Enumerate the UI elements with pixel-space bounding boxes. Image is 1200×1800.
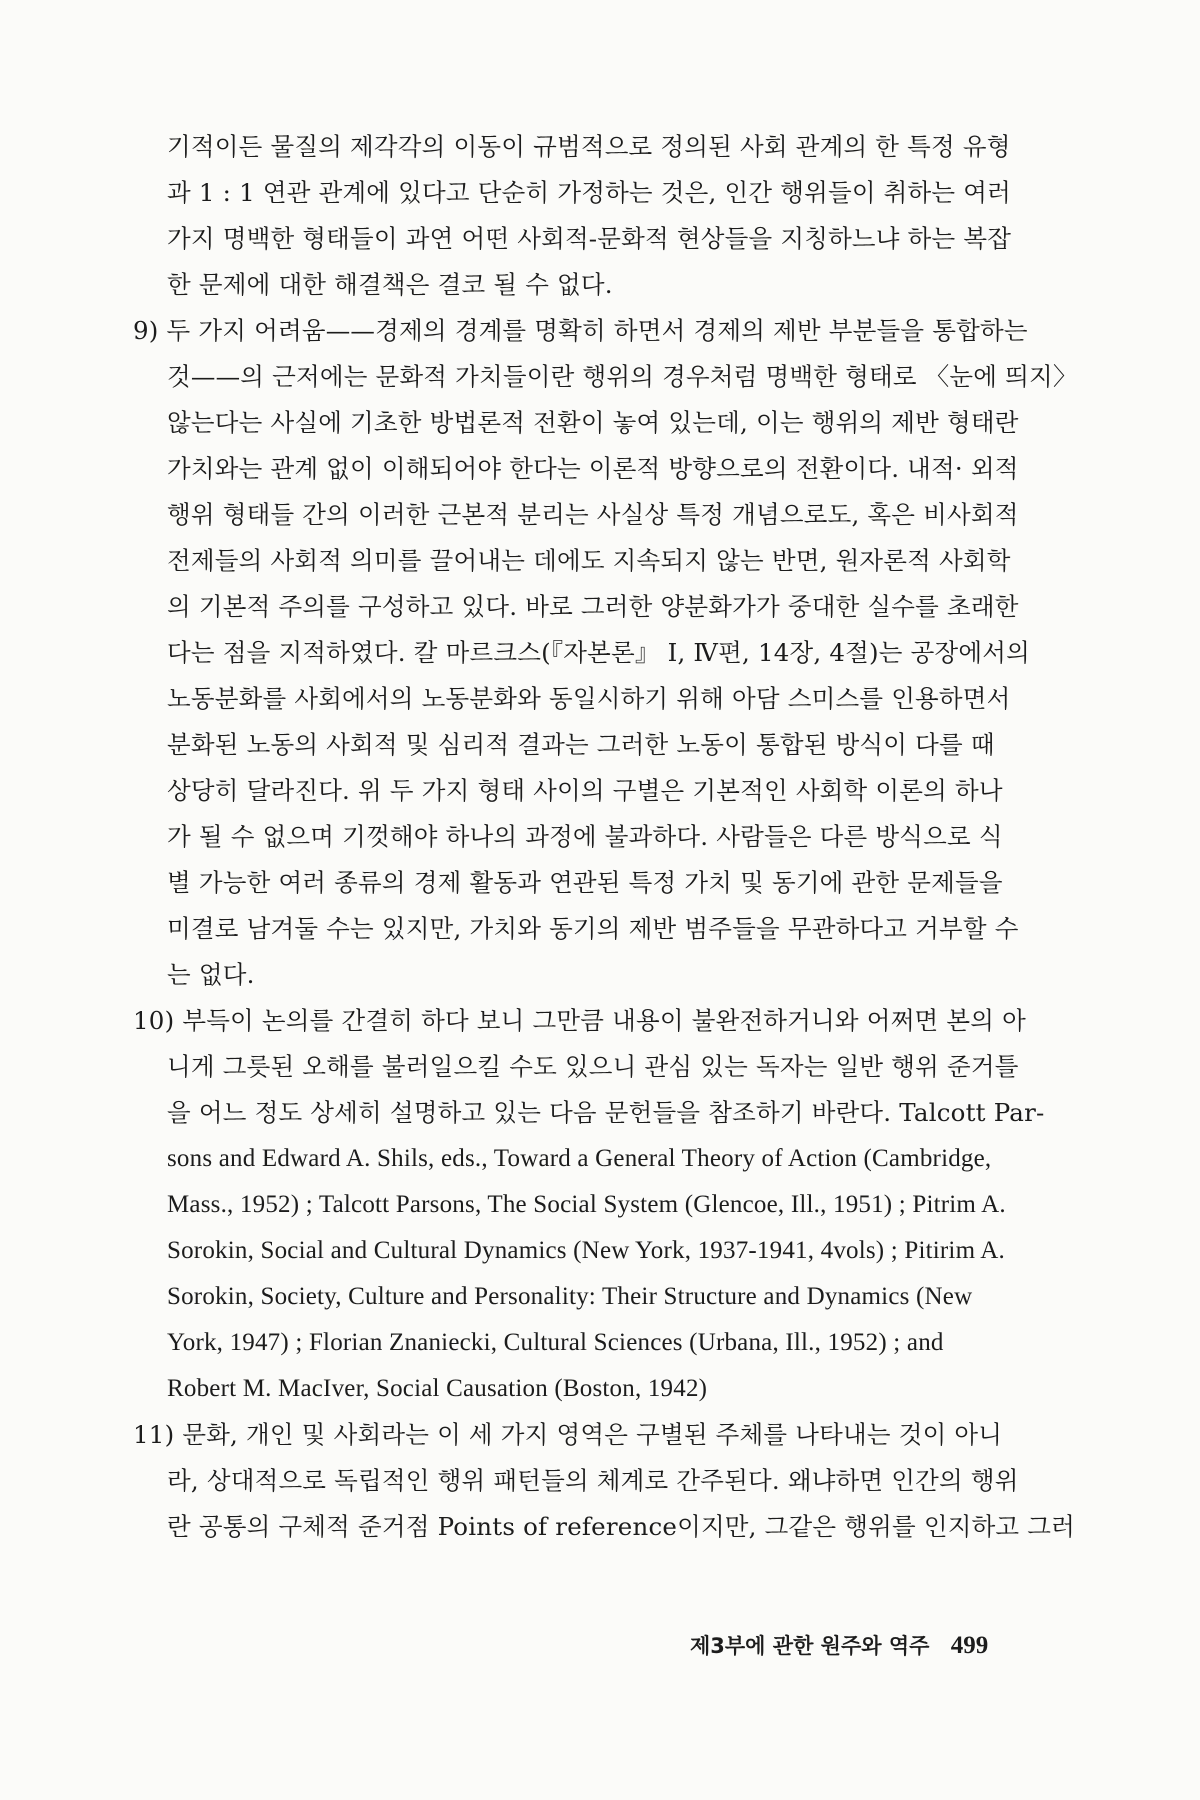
text-line: 전제들의 사회적 의미를 끌어내는 데에도 지속되지 않는 반면, 원자론적 사회학 (167, 546, 1011, 575)
text-line: 행위 형태들 간의 이러한 근본적 분리는 사실상 특정 개념으로도, 혹은 비사회적 (167, 500, 1019, 529)
text-line: 니게 그릇된 오해를 불러일으킬 수도 있으니 관심 있는 독자는 일반 행위 준거틀 (167, 1052, 1019, 1081)
text-line: 미결로 남겨둘 수는 있지만, 가치와 동기의 제반 범주들을 무관하다고 거부할 수 (167, 914, 1019, 943)
note-10-start: 10) 부득이 논의를 간결히 하다 보니 그만큼 내용이 불완전하거니와 어쩌면 본의 아 (133, 1006, 1026, 1035)
text-line: 가지 명백한 형태들이 과연 어떤 사회적-문화적 현상들을 지칭하느냐 하는 복잡 (167, 224, 1012, 253)
text-line: 별 가능한 여러 종류의 경제 활동과 연관된 특정 가치 및 동기에 관한 문제들을 (167, 868, 1003, 897)
text-line: 분화된 노동의 사회적 및 심리적 결과는 그러한 노동이 통합된 방식이 다를 때 (167, 730, 995, 759)
text-line: 과 1 : 1 연관 관계에 있다고 단순히 가정하는 것은, 인간 행위들이 취하는 여러 (167, 178, 1011, 207)
citation-line: Robert M. MacIver, Social Causation (Boston, 1942) (167, 1375, 708, 1402)
citation-line: Sorokin, Social and Cultural Dynamics (New York, 1937-1941, 4vols) ; Pitirim A. (167, 1237, 1005, 1264)
citation-line: sons and Edward A. Shils, eds., Toward a General Theory of Action (Cambridge, (167, 1145, 992, 1172)
page-number: 499 (950, 1632, 989, 1659)
footer-section-title: 제3부에 관한 원주와 역주 (690, 1634, 930, 1658)
text-line: 것——의 근저에는 문화적 가치들이란 행위의 경우처럼 명백한 형태로 〈눈에 띄지〉 (167, 362, 1078, 391)
note-9-start: 9) 두 가지 어려움——경제의 경계를 명확히 하면서 경제의 제반 부분들을 통합하는 (133, 316, 1028, 345)
text-line: 한 문제에 대한 해결책은 결코 될 수 없다. (167, 270, 613, 299)
citation-line: Mass., 1952) ; Talcott Parsons, The Social System (Glencoe, Ill., 1951) ; Pitrim A. (167, 1191, 1006, 1218)
note-11-start: 11) 문화, 개인 및 사회라는 이 세 가지 영역은 구별된 주체를 나타내는 것이 아니 (133, 1420, 1003, 1449)
text-line: 가 될 수 없으며 기껏해야 하나의 과정에 불과하다. 사람들은 다른 방식으로 식 (167, 822, 1003, 851)
running-footer (690, 1630, 1030, 1660)
text-line: 을 어느 정도 상세히 설명하고 있는 다음 문헌들을 참조하기 바란다. Talcott Par- (167, 1098, 1045, 1127)
text-line: 가치와는 관계 없이 이해되어야 한다는 이론적 방향으로의 전환이다. 내적· 외적 (167, 454, 1019, 483)
citation-line: York, 1947) ; Florian Znaniecki, Cultural Sciences (Urbana, Ill., 1952) ; and (167, 1329, 944, 1356)
citation-line: Sorokin, Society, Culture and Personality: Their Structure and Dynamics (New (167, 1283, 973, 1310)
text-line: 다는 점을 지적하였다. 칼 마르크스(『자본론』 I, Ⅳ편, 14장, 4절)는 공장에서의 (167, 638, 1030, 667)
text-line: 라, 상대적으로 독립적인 행위 패턴들의 체계로 간주된다. 왜냐하면 인간의 행위 (167, 1466, 1019, 1495)
text-line: 는 없다. (167, 960, 255, 989)
text-line: 상당히 달라진다. 위 두 가지 형태 사이의 구별은 기본적인 사회학 이론의 하나 (167, 776, 1003, 805)
notes-body (133, 124, 1078, 1550)
text-line: 노동분화를 사회에서의 노동분화와 동일시하기 위해 아담 스미스를 인용하면서 (167, 684, 1011, 713)
text-line: 란 공통의 구체적 준거점 Points of reference이지만, 그같은 행위를 인지하고 그러 (167, 1512, 1076, 1541)
text-line: 의 기본적 주의를 구성하고 있다. 바로 그러한 양분화가가 중대한 실수를 초래한 (167, 592, 1019, 621)
text-line: 기적이든 물질의 제각각의 이동이 규범적으로 정의된 사회 관계의 한 특정 유형 (167, 132, 1011, 161)
text-line: 않는다는 사실에 기초한 방법론적 전환이 놓여 있는데, 이는 행위의 제반 형태란 (167, 408, 1019, 437)
